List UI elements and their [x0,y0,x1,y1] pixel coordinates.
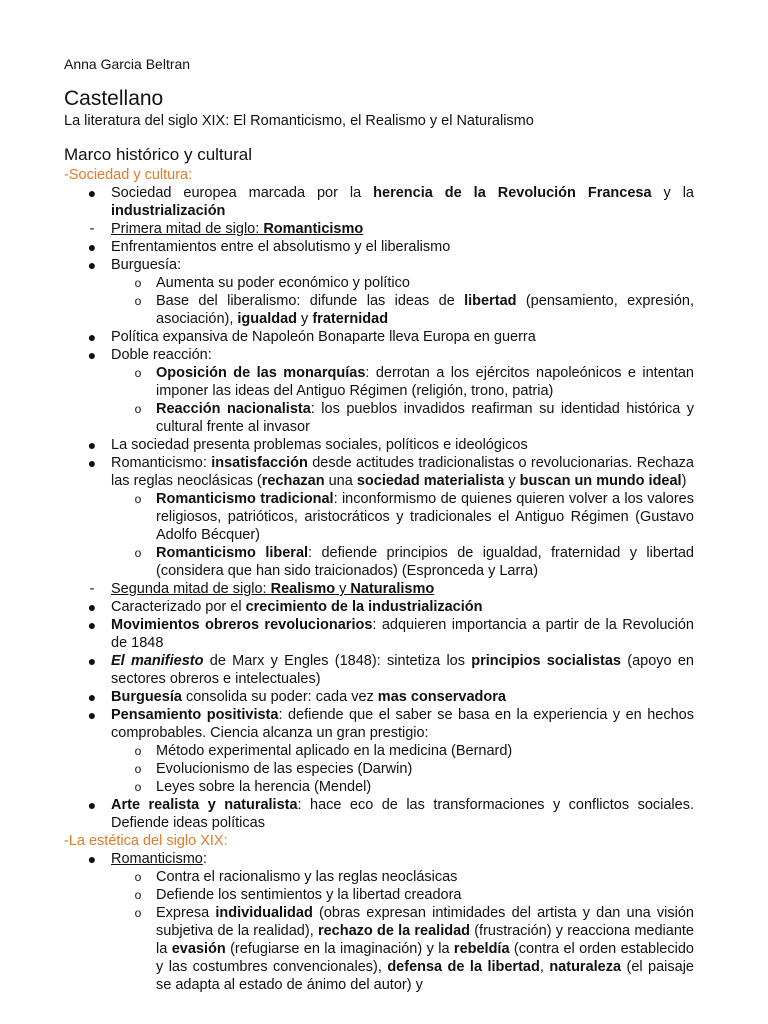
list-item: ● Romanticismo: o Contra el racionalismo y las reglas neoclásicas o Defiende los sentimientos y la libertad creadora o Expresa individualidad (obras expresan intimidades del artista y dan una visión subjetiva de la realidad), rechazo de la realidad (frustración) y reacciona mediante la evasión (refugiarse en la imaginación) y la rebeldía (contra el orden establecido y las costumbres convencionales), defensa de la libertad, naturaleza (el paisaje se adapta al estado de ánimo del autor) y [64,850,694,994]
bullet-circle-icon: o [134,870,142,884]
sub-list [111,868,694,994]
list-item: ● Política expansiva de Napoleón Bonaparte lleva Europa en guerra [87,329,536,345]
sub-list-item: o Contra el racionalismo y las reglas neoclásicas [64,868,694,886]
author-name: Anna Garcia Beltran [64,56,191,72]
list-item: ● Sociedad europea marcada por la herencia de la Revolución Francesa y la industrialización [87,185,694,219]
list-item: ● Arte realista y naturalista: hace eco de las transformaciones y conflictos sociales. Defiende ideas políticas [87,797,694,831]
underlined-heading: Segunda mitad de siglo: Realismo y Naturalismo [111,581,435,597]
underlined-heading: Primera mitad de siglo: Romanticismo [111,221,364,237]
sub-list [111,364,694,436]
bullet-circle-icon: o [134,366,142,380]
bullet-dot-icon: ● [87,689,97,705]
sub-list-item: o Defiende los sentimientos y la libertad creadora [64,886,694,904]
bullet-list-estetica [64,850,694,994]
bullet-circle-icon: o [134,294,142,308]
list-item: ● Enfrentamientos entre el absolutismo y el liberalismo [87,239,451,255]
sub-list-item: o Expresa individualidad (obras expresan intimidades del artista y dan una visión subjetiva de la realidad), rechazo de la realidad (frustración) y reacciona mediante la evasión (refugiarse en la imaginación) y la rebeldía (contra el orden establecido y las costumbres convencionales), defensa de la libertad, naturaleza (el paisaje se adapta al estado de ánimo del autor) y [64,904,694,994]
sub-list-item: o Base del liberalismo: difunde las ideas de libertad (pensamiento, expresión, asociación), igualdad y fraternidad [64,292,694,328]
bullet-dot-icon: ● [87,239,97,255]
bullet-list-sociedad [64,184,694,832]
sub-list-item: o Leyes sobre la herencia (Mendel) [64,778,694,796]
bullet-dot-icon: ● [87,185,97,201]
list-item: ● El manifiesto de Marx y Engles (1848): sintetiza los principios socialistas (apoyo en sectores obreros e intelectuales) [87,653,694,687]
bullet-dot-icon: ● [87,617,97,633]
list-item: ● La sociedad presenta problemas sociales, políticos e ideológicos [87,437,528,453]
sub-list-item: o Aumenta su poder económico y político [64,274,694,292]
bullet-circle-icon: o [134,780,142,794]
bullet-circle-icon: o [134,762,142,776]
list-item [64,580,694,598]
sub-list-item: o Método experimental aplicado en la medicina (Bernard) [64,742,694,760]
list-item: ● Caracterizado por el crecimiento de la industrialización [87,599,483,615]
bullet-circle-icon: o [134,492,142,506]
list-item [64,220,694,238]
bullet-dot-icon: ● [87,599,97,615]
bullet-circle-icon: o [134,888,142,902]
sub-list [111,490,694,580]
bullet-dash-icon: - [89,221,95,237]
bullet-dot-icon: ● [87,707,97,723]
subheading-estetica: -La estética del siglo XIX: [64,833,228,849]
list-item: ● Burguesía: o Aumenta su poder económico y político o Base del liberalismo: difunde las ideas de libertad (pensamiento, expresión, asociación), igualdad y fraternidad [64,256,694,328]
subheading-sociedad: -Sociedad y cultura: [64,167,193,183]
sub-list-item: o Evolucionismo de las especies (Darwin) [64,760,694,778]
list-item: ● Pensamiento positivista: defiende que el saber se basa en la experiencia y en hechos comprobables. Ciencia alcanza un gran prestigio: o Método experimental aplicado en la medicina (Bernard) o Evolucionismo de las especies (Darwin) o Leyes sobre la herencia (Mendel) [64,706,694,796]
sub-list [111,274,694,328]
section-title: Marco histórico y cultural [64,145,253,164]
sub-list-item: o Reacción nacionalista: los pueblos invadidos reafirman su identidad histórica y cultural frente al invasor [64,400,694,436]
bullet-circle-icon: o [134,906,142,920]
sub-list [111,742,694,796]
list-item: ● Burguesía consolida su poder: cada vez mas conservadora [87,689,506,705]
document-title: Castellano [64,87,164,110]
list-item: ● Movimientos obreros revolucionarios: adquieren importancia a partir de la Revolución de 1848 [87,617,694,651]
bullet-dot-icon: ● [87,653,97,669]
bullet-dot-icon: ● [87,329,97,345]
bullet-dot-icon: ● [87,257,97,273]
bullet-dot-icon: ● [87,347,97,363]
document-page [64,54,694,994]
bullet-dash-icon: - [89,581,95,597]
document-subtitle: La literatura del siglo XIX: El Romanticismo, el Realismo y el Naturalismo [64,113,534,129]
bullet-circle-icon: o [134,546,142,560]
bullet-dot-icon: ● [87,455,97,471]
bullet-circle-icon: o [134,744,142,758]
bullet-circle-icon: o [134,276,142,290]
sub-list-item: o Romanticismo tradicional: inconformismo de quienes quieren volver a los valores religiosos, patrióticos, aristocráticos y tradicionales el Antiguo Régimen (Gustavo Adolfo Bécquer) [64,490,694,544]
bullet-dot-icon: ● [87,851,97,867]
sub-list-item: o Oposición de las monarquías: derrotan a los ejércitos napoleónicos e intentan imponer las ideas del Antiguo Régimen (religión, trono, patria) [64,364,694,400]
bullet-dot-icon: ● [87,437,97,453]
sub-list-item: o Romanticismo liberal: defiende principios de igualdad, fraternidad y libertad (considera que han sido traicionados) (Espronceda y Larra) [64,544,694,580]
bullet-circle-icon: o [134,402,142,416]
list-item: ● Romanticismo: insatisfacción desde actitudes tradicionalistas o revolucionarias. Rechaza las reglas neoclásicas (rechazan una sociedad materialista y buscan un mundo ideal) o Romanticismo tradicional: inconformismo de quienes quieren volver a los valores religiosos, patrióticos, aristocráticos y tradicionales el Antiguo Régimen (Gustavo Adolfo Bécquer) o Romanticismo liberal: defiende principios de igualdad, fraternidad y libertad (considera que han sido traicionados) (Espronceda y Larra) [64,454,694,580]
bullet-dot-icon: ● [87,797,97,813]
list-item: ● Doble reacción: o Oposición de las monarquías: derrotan a los ejércitos napoleónicos e intentan imponer las ideas del Antiguo Régimen (religión, trono, patria) o Reacción nacionalista: los pueblos invadidos reafirman su identidad histórica y cultural frente al invasor [64,346,694,436]
